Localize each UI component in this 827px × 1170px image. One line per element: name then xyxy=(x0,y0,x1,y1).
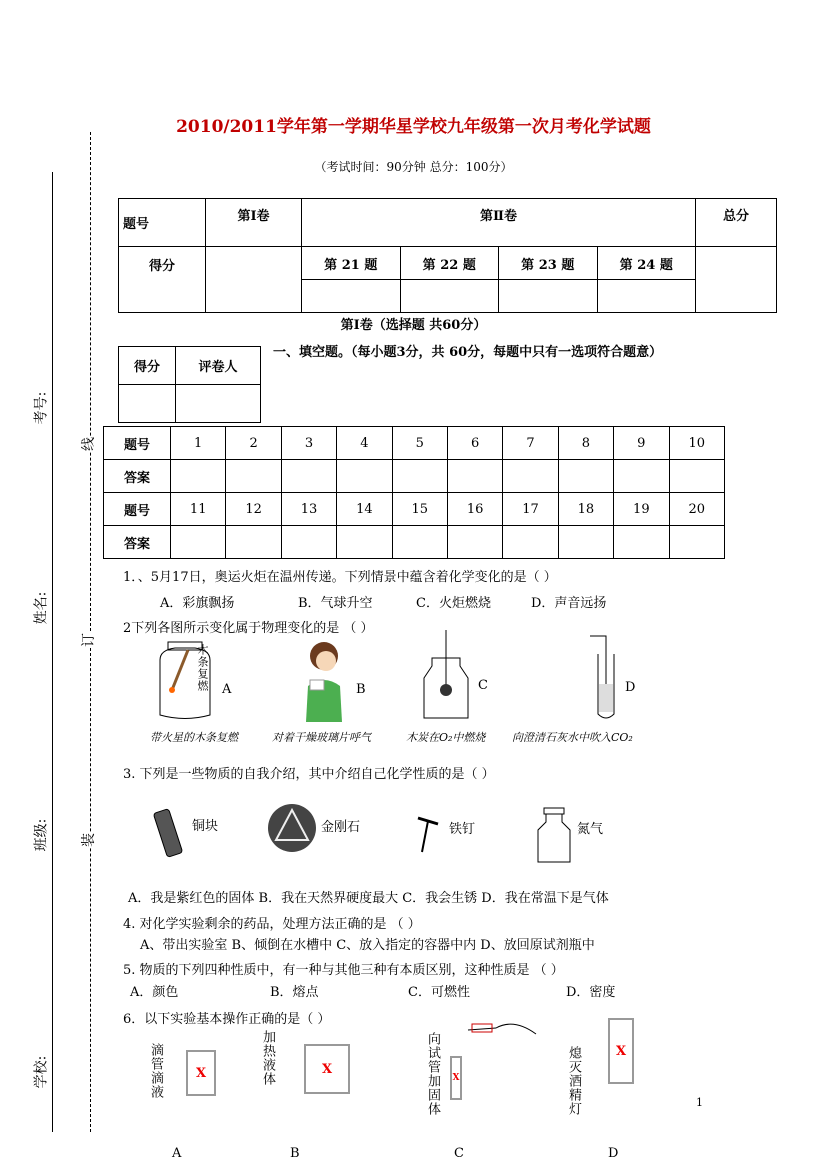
exam-title: 2010/2011学年第一学期华星学校九年级第一次月考化学试题 xyxy=(176,117,651,137)
q2-figure-b xyxy=(296,636,358,722)
q6-image-a xyxy=(186,1050,216,1096)
answer-cell[interactable] xyxy=(392,526,447,559)
q6-letter-b: B xyxy=(290,1146,300,1161)
x-mark-icon: X xyxy=(615,1043,627,1059)
class-label: 班级: xyxy=(33,818,50,852)
grader-score-cell[interactable] xyxy=(119,385,176,423)
q1-option-a: A．彩旗飘扬 xyxy=(160,596,235,611)
answer-cell[interactable] xyxy=(226,460,281,493)
answer-cell[interactable] xyxy=(226,526,281,559)
answer-num: 1 xyxy=(171,427,226,460)
answer-num: 8 xyxy=(558,427,613,460)
line-mark: 线 xyxy=(78,437,98,451)
q2-caption-b: 对着干燥玻璃片呼气 xyxy=(272,731,371,744)
answer-cell[interactable] xyxy=(447,460,502,493)
answer-num: 7 xyxy=(503,427,558,460)
grader-table xyxy=(118,346,261,423)
q2-caption-a: 带火星的木条复燃 xyxy=(150,731,238,744)
question-4: 4. 对化学实验剩余的药品，处理方法正确的是 （ ） xyxy=(123,917,421,932)
answer-num: 4 xyxy=(337,427,392,460)
answer-num: 13 xyxy=(281,493,336,526)
q3-item-copper: 铜块 xyxy=(192,819,219,834)
score-q21-cell[interactable] xyxy=(302,280,401,313)
q4-options: A、带出实验室 B、倾倒在水槽中 C、放入指定的容器中内 D、放回原试剂瓶中 xyxy=(140,938,595,953)
q6-image-d xyxy=(608,1018,634,1084)
x-mark-icon: X xyxy=(452,1073,460,1083)
score-table xyxy=(118,198,777,313)
score-q22-header: 第 22 题 xyxy=(400,247,499,280)
answer-cell[interactable] xyxy=(669,526,724,559)
x-mark-icon: X xyxy=(195,1065,207,1081)
page-number: 1 xyxy=(696,1096,703,1109)
binding-dashed-line xyxy=(90,132,91,1132)
hand-tube-icon xyxy=(466,1012,540,1040)
answer-num-label: 题号 xyxy=(104,493,171,526)
diamond-icon xyxy=(264,802,320,854)
q6-image-b xyxy=(304,1044,350,1094)
score-header-question: 题号 xyxy=(119,199,206,247)
answer-cell[interactable] xyxy=(614,460,669,493)
answer-cell[interactable] xyxy=(392,460,447,493)
answer-num: 18 xyxy=(558,493,613,526)
answer-num: 20 xyxy=(669,493,724,526)
score-row-label: 得分 xyxy=(119,247,206,313)
answer-table xyxy=(103,426,725,559)
answer-cell[interactable] xyxy=(503,526,558,559)
q2-label-d: D xyxy=(625,680,636,695)
q2-figure-d xyxy=(584,634,624,720)
q1-option-b: B．气球升空 xyxy=(298,596,373,611)
answer-cell[interactable] xyxy=(171,526,226,559)
score-q21-header: 第 21 题 xyxy=(302,247,401,280)
question-6: 6．以下实验基本操作正确的是（ ） xyxy=(123,1012,331,1027)
score-q22-cell[interactable] xyxy=(400,280,499,313)
answer-cell[interactable] xyxy=(558,526,613,559)
score-q24-cell[interactable] xyxy=(597,280,696,313)
answer-cell[interactable] xyxy=(337,526,392,559)
answer-cell[interactable] xyxy=(503,460,558,493)
q3-options: A．我是紫红色的固体 B．我在天然界硬度最大 C．我会生锈 D．我在常温下是气体 xyxy=(128,891,609,906)
score-q23-cell[interactable] xyxy=(499,280,598,313)
answer-cell[interactable] xyxy=(281,460,336,493)
score-q23-header: 第 23 题 xyxy=(499,247,598,280)
q2-caption-c: 木炭在O₂中燃烧 xyxy=(406,731,486,744)
q6-label-b: 加热液体 xyxy=(260,1030,275,1086)
question-1: 1．、5月17日，奥运火炬在温州传递。下列情景中蕴含着化学变化的是（ ） xyxy=(123,570,557,585)
answer-cell[interactable] xyxy=(558,460,613,493)
name-label: 姓名: xyxy=(33,591,50,625)
answer-cell[interactable] xyxy=(447,526,502,559)
question-5: 5. 物质的下列四种性质中，有一种与其他三种有本质区别，这种性质是 （ ） xyxy=(123,963,564,978)
answer-num: 14 xyxy=(337,493,392,526)
answer-cell[interactable] xyxy=(669,460,724,493)
q2-figure-c xyxy=(418,630,474,722)
answer-num: 6 xyxy=(447,427,502,460)
score-header-total: 总分 xyxy=(696,199,777,247)
q6-image-c xyxy=(450,1056,462,1100)
grader-score-label: 得分 xyxy=(119,347,176,385)
answer-num: 9 xyxy=(614,427,669,460)
q6-letter-c: C xyxy=(454,1146,464,1161)
answer-num-label: 题号 xyxy=(104,427,171,460)
x-mark-icon: X xyxy=(321,1061,333,1077)
q2-wood-text: 木条复燃 xyxy=(196,644,209,692)
q5-option-b: B．熔点 xyxy=(270,985,319,1000)
q2-caption-d: 向澄清石灰水中吹入CO₂ xyxy=(512,731,633,744)
bind-mark: 订 xyxy=(78,633,98,647)
answer-cell[interactable] xyxy=(171,460,226,493)
q2-label-a: A xyxy=(222,682,232,697)
q5-option-d: D．密度 xyxy=(566,985,616,1000)
answer-num: 2 xyxy=(226,427,281,460)
exam-number-label: 考号: xyxy=(33,391,50,425)
copper-block-icon xyxy=(150,808,190,858)
answer-num: 15 xyxy=(392,493,447,526)
q5-option-c: C．可燃性 xyxy=(408,985,470,1000)
answer-num: 16 xyxy=(447,493,502,526)
score-header-part2: 第Ⅱ卷 xyxy=(302,199,696,247)
q3-item-nitrogen: 氮气 xyxy=(577,822,604,837)
q6-letter-a: A xyxy=(172,1146,182,1161)
grader-name-label: 评卷人 xyxy=(176,347,261,385)
pack-mark: 装 xyxy=(78,833,98,847)
answer-label: 答案 xyxy=(104,526,171,559)
score-part1-cell[interactable] xyxy=(206,247,302,313)
q1-option-d: D．声音远扬 xyxy=(531,596,607,611)
answer-num: 11 xyxy=(171,493,226,526)
question-3: 3. 下列是一些物质的自我介绍，其中介绍自己化学性质的是（ ） xyxy=(123,767,495,782)
score-q24-header: 第 24 题 xyxy=(597,247,696,280)
answer-cell[interactable] xyxy=(337,460,392,493)
grader-name-cell[interactable] xyxy=(176,385,261,423)
q6-letter-d: D xyxy=(608,1146,619,1161)
answer-num: 5 xyxy=(392,427,447,460)
answer-cell[interactable] xyxy=(281,526,336,559)
q2-label-b: B xyxy=(356,682,366,697)
q2-figure-a xyxy=(150,640,230,722)
q6-label-a: 滴管滴液 xyxy=(148,1043,163,1099)
answer-cell[interactable] xyxy=(614,526,669,559)
answer-num: 3 xyxy=(281,427,336,460)
answer-num: 19 xyxy=(614,493,669,526)
iron-nail-icon xyxy=(410,810,450,854)
score-total-cell[interactable] xyxy=(696,247,777,313)
question-2: 2下列各图所示变化属于物理变化的是 （ ） xyxy=(123,621,374,636)
q1-option-c: C．火炬燃烧 xyxy=(416,596,491,611)
q3-item-nail: 铁钉 xyxy=(449,822,476,837)
q5-option-a: A．颜色 xyxy=(130,985,179,1000)
q3-item-diamond: 金刚石 xyxy=(321,820,361,835)
score-header-part1: 第Ⅰ卷 xyxy=(206,199,302,247)
q2-label-c: C xyxy=(478,678,488,693)
fill-in-instruction: 一、填空题。（每小题3分，共 60分，每题中只有一选项符合题意） xyxy=(273,345,663,360)
answer-num: 10 xyxy=(669,427,724,460)
answer-label: 答案 xyxy=(104,460,171,493)
answer-num: 12 xyxy=(226,493,281,526)
school-label: 学校: xyxy=(33,1055,50,1089)
answer-num: 17 xyxy=(503,493,558,526)
section1-title: 第Ⅰ卷（选择题 共60分） xyxy=(340,318,487,333)
q6-label-d: 熄灭酒精灯 xyxy=(566,1046,581,1116)
exam-subtitle: （考试时间：90分钟 总分：100分） xyxy=(314,160,513,174)
q6-label-c: 向试管加固体 xyxy=(425,1032,440,1116)
gas-bottle-icon xyxy=(534,806,574,864)
